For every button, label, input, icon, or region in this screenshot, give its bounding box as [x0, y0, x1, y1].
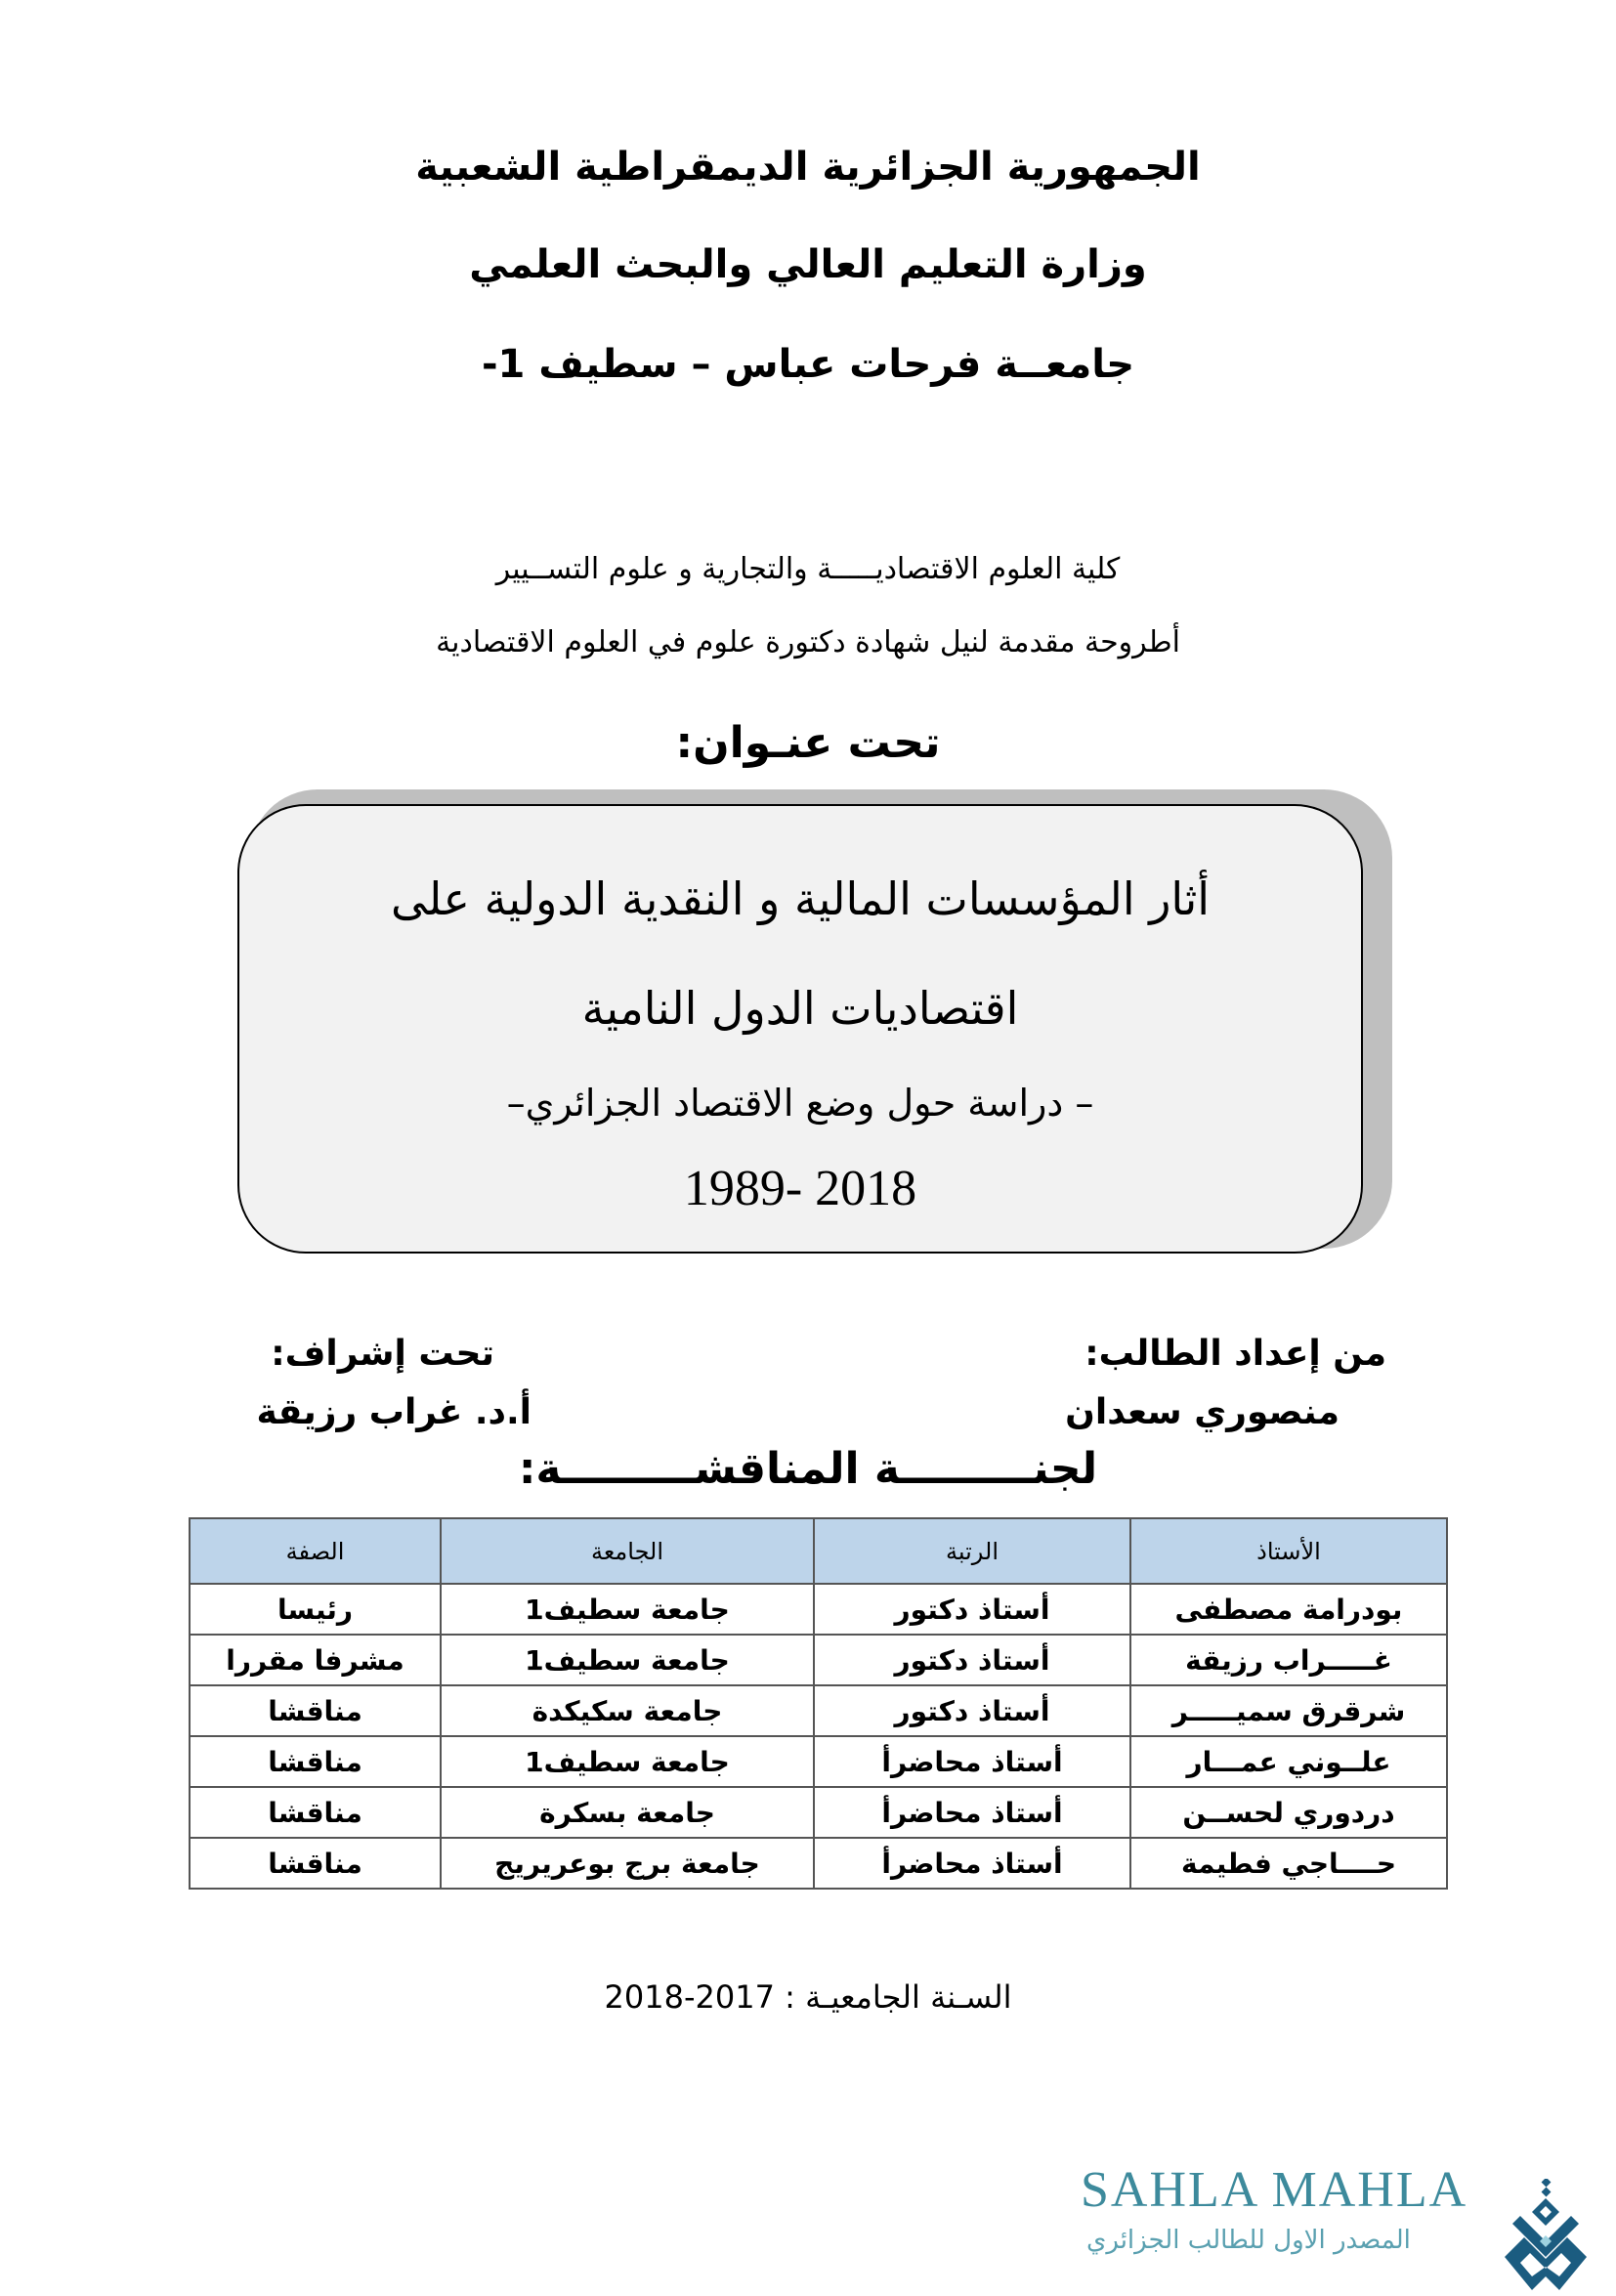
- thesis-years: 1989- 2018: [683, 1161, 917, 1216]
- supervisor-label: تحت إشراف:: [271, 1334, 494, 1374]
- cell-university: جامعة بسكرة: [441, 1787, 814, 1838]
- cell-professor: شرقرق سميـــــر: [1130, 1685, 1447, 1736]
- thesis-title-line1: أثار المؤسسات المالية و النقدية الدولية على: [390, 872, 1211, 925]
- table-row: [190, 1787, 1447, 1838]
- thesis-type: أطروحة مقدمة لنيل شهادة دكتورة علوم في العلوم الاقتصادية: [436, 625, 1180, 659]
- cell-university: جامعة سطيف1: [441, 1584, 814, 1635]
- academic-year: السـنة الجامعيـة : 2017-2018: [604, 1978, 1012, 2016]
- cell-rank: أستاذ محاضرأ: [814, 1736, 1130, 1787]
- cell-university: جامعة سكيكدة: [441, 1685, 814, 1736]
- cell-rank: أستاذ دكتور: [814, 1685, 1130, 1736]
- cell-rank: أستاذ محاضرأ: [814, 1838, 1130, 1889]
- col-professor: الأستاذ: [1130, 1518, 1447, 1584]
- cell-university: جامعة سطيف1: [441, 1736, 814, 1787]
- cell-rank: أستاذ دكتور: [814, 1584, 1130, 1635]
- cell-professor: دردوري لحســن: [1130, 1787, 1447, 1838]
- thesis-subtitle: – دراسة حول وضع الاقتصاد الجزائري–: [506, 1082, 1094, 1125]
- title-label: تحت عنـوان:: [675, 718, 941, 768]
- table-row: [190, 1584, 1447, 1635]
- cell-professor: حــــاجي فطيمة: [1130, 1838, 1447, 1889]
- col-university: الجامعة: [441, 1518, 814, 1584]
- university-heading: جامعــة فرحات عباس – سطيف 1-: [481, 342, 1135, 387]
- table-row: [190, 1685, 1447, 1736]
- logo-tagline: المصدر الاول للطالب الجزائري: [1086, 2226, 1411, 2255]
- student-name: منصوري سعدان: [1065, 1392, 1340, 1432]
- cell-rank: أستاذ دكتور: [814, 1635, 1130, 1685]
- table-row: [190, 1838, 1447, 1889]
- republic-heading: الجمهورية الجزائرية الديمقراطية الشعبية: [415, 145, 1201, 190]
- col-role: الصفة: [190, 1518, 441, 1584]
- title-box: [237, 804, 1363, 1254]
- committee-title: لجنـــــــــة المناقشـــــــــة:: [518, 1444, 1098, 1494]
- col-rank: الرتبة: [814, 1518, 1130, 1584]
- table-header-row: [190, 1518, 1447, 1584]
- cell-role: مناقشا: [190, 1736, 441, 1787]
- cell-role: مناقشا: [190, 1685, 441, 1736]
- cell-role: مناقشا: [190, 1787, 441, 1838]
- cell-rank: أستاذ محاضرأ: [814, 1787, 1130, 1838]
- table-row: [190, 1635, 1447, 1685]
- cell-role: رئيسا: [190, 1584, 441, 1635]
- committee-table: [189, 1517, 1448, 1890]
- cell-university: جامعة سطيف1: [441, 1635, 814, 1685]
- sahla-mahla-logo: [1075, 2140, 1602, 2267]
- cell-professor: غـــــراب رزيقة: [1130, 1635, 1447, 1685]
- student-label: من إعداد الطالب:: [1084, 1334, 1386, 1374]
- table-row: [190, 1736, 1447, 1787]
- cell-university: جامعة برج بوعريريج: [441, 1838, 814, 1889]
- cell-professor: بودرامة مصطفى: [1130, 1584, 1447, 1635]
- thesis-title-line2: اقتصاديات الدول النامية: [581, 982, 1019, 1035]
- cell-role: مشرفا مقررا: [190, 1635, 441, 1685]
- supervisor-name: أ.د. غراب رزيقة: [256, 1392, 532, 1432]
- cell-role: مناقشا: [190, 1838, 441, 1889]
- calligraphy-logo-icon: [1501, 2179, 1591, 2296]
- ministry-heading: وزارة التعليم العالي والبحث العلمي: [469, 242, 1147, 287]
- logo-wordmark: SAHLA MAHLA: [1081, 2162, 1468, 2218]
- cell-professor: علــوني عمـــار: [1130, 1736, 1447, 1787]
- faculty-name: كلية العلوم الاقتصاديـــــة والتجارية و علوم التســيير: [495, 552, 1121, 586]
